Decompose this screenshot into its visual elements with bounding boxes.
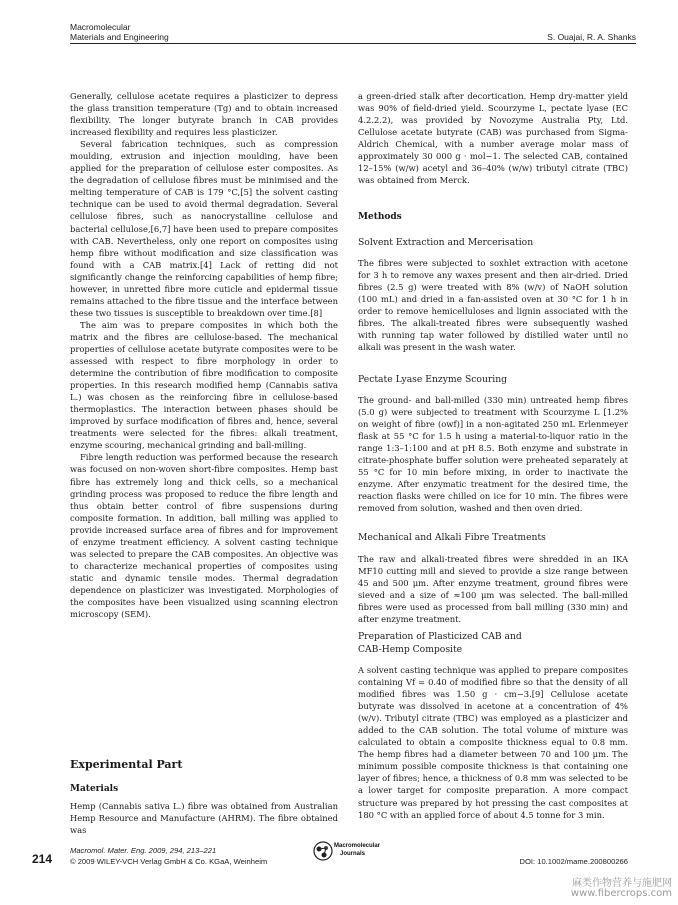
solvent-extraction-paragraph: The fibres were subjected to soxhlet extraction with acetone for 3 h to remove any waxes present and then air-dried. Dried fibres (2.5 g) were treated with 8% (w/v) of NaOH solution (100 mL) and dried in a fan-assisted oven at 30 °C for 1 h in order to remove hemicelluloses and lignin associated with the fibres. The alkali-treated fibres were subsequently washed with running tap water followed by distilled water until no alkali was present in the wash water. — [358, 258, 628, 353]
materials-paragraph: Hemp (Cannabis sativa L.) fibre was obtained from Australian Hemp Resource and Manufacture (AHRM). The fibre obtained was — [70, 801, 338, 836]
watermark-url: www.fibercrops.com — [570, 888, 672, 899]
logo-text-line2: Journals — [340, 851, 366, 857]
header-rule — [70, 43, 636, 44]
preparation-paragraph: A solvent casting technique was applied to prepare composites containing Vf = 0.40 of modified fibre so that the density of all modified fibres was 1.50 g · cm−3.[9] Cellulose acetate butyrate was dissolved in acetone at a concentration of 4% (w/v). Tributyl citrate (TBC) was employed as a plasticizer and added to the CAB solution. The total volume of mixture was calculated to obtain a composite thickness equal to 0.8 mm. The hemp fibres had a diameter between 70 and 100 μm. The minimum possible composite thickness is that containing one layer of fibres; hence, a thickness of 0.8 mm was selected to be a lower target for composite preparation. A more compact structure was prepared by hot pressing the cast composites at 180 °C with an applied force of about 4.5 tonne for 3 min. — [358, 665, 628, 820]
molecule-logo-icon — [312, 840, 334, 862]
left-paragraph-2: Several fabrication techniques, such as compression moulding, extrusion and injection moulding, have been applied for the preparation of cellulose ester composites. As the degradation of cellulose fibres must be minimised and the melting temperature of CAB is 179 °C,[5] the solvent casting technique can be used to avoid thermal degradation. Several cellulose fibres, such as nanocrystalline cellulose and bacterial cellulose,[6,7] have been used to prepare composites with CAB. Nevertheless, only one report on composites using hemp fibre without modification and size classification was found with a CAB matrix.[4] Lack of retting did not significantly change the reinforcing capabilities of hemp fibre; however, in unretted fibre more cuticle and epidermal tissue remains attached to the fibre tissue and the interface between these two tissues is susceptible to breakdown over time.[8] — [70, 139, 338, 318]
left-paragraph-3: The aim was to prepare composites in which both the matrix and the fibres are cellulose-based. The mechanical properties of cellulose acetate butyrate composites were to be assessed with respect to fibre morphology in order to determine the contribution of fibre modification to composite properties. In this research modified hemp (Cannabis sativa L.) was chosen as the reinforcing fibre in cellulose-based thermoplastics. The interaction between phases should be improved by surface modification of fibres and, hence, several treatments were selected for the fibres: alkali treatment, enzyme scouring, mechanical grinding and ball-milling. — [70, 319, 338, 451]
section-title-experimental: Experimental Part — [70, 758, 183, 771]
journal-name-line1: Macromolecular — [70, 22, 131, 32]
subsection-title-materials: Materials — [70, 784, 119, 794]
journal-name-line2: Materials and Engineering — [70, 32, 169, 42]
right-paragraph-1: a green-dried stalk after decortication. Hemp dry-matter yield was 90% of field-dried yield. Scourzyme L, pectate lyase (EC 4.2.2.2), was provided by Novozyme Australia Pty, Ltd. Cellulose acetate butyrate (CAB) was purchased from Sigma-Aldrich Chemical, with a number average molar mass of approximately 30 000 g · mol−1. The selected CAB, contained 12–15% (w/w) acetyl and 36–40% (w/w) tributyl citrate (TBC) was obtained from Merck. — [358, 91, 628, 186]
citation: Macromol. Mater. Eng. 2009, 294, 213–221 — [70, 846, 217, 855]
heading-preparation-line2: CAB-Hemp Composite — [358, 644, 463, 655]
journal-logo — [312, 838, 382, 864]
pectate-lyase-paragraph: The ground- and ball-milled (330 min) untreated hemp fibres (5.0 g) were subjected to treatment with Scourzyme L [1.2% on weight of fibre (owf)] in a non-agitated 250 mL Erlenmeyer flask at 55 °C for 1.5 h using a material-to-liquor ratio in the range 1:3–1:100 and at pH 8.5. Both enzyme and substrate in citrate-phosphate buffer solution were preheated separately at 55 °C for 10 min before mixing, in order to inactivate the enzyme. After enzymatic treatment for the desired time, the reaction flasks were chilled on ice for 10 min. The fibres were removed from solution, washed and then oven dried. — [358, 395, 628, 514]
left-paragraph-4: Fibre length reduction was performed because the research was focused on non-woven short-fibre composites. Hemp bast fibre has extremely long and thick cells, so a mechanical grinding process was proposed to reduce the fibre length and thus obtain better control of fibre suspensions during composite formation. In addition, ball milling was applied to provide increased surface area of fibres and for improvement of enzyme treatment efficiency. A solvent casting technique was selected to prepare the CAB composites. An objective was to characterize mechanical properties of composites using static and dynamic tensile modes. Thermal degradation dependence on plasticizer was investigated. Morphologies of the composites have been visualized using scanning electron microscopy (SEM). — [70, 452, 338, 620]
logo-text-line1: Macromolecular — [334, 843, 381, 849]
page-number: 214 — [32, 852, 53, 866]
left-paragraph-1: Generally, cellulose acetate requires a plasticizer to depress the glass transition temperature (Tg) and to obtain increased flexibility. The longer butyrate branch in CAB provides increased flexibility and requires less plasticizer. — [70, 91, 338, 138]
running-authors: S. Ouajai, R. A. Shanks — [547, 32, 636, 42]
copyright: © 2009 WILEY-VCH Verlag GmbH & Co. KGaA, Weinheim — [70, 857, 268, 866]
mechanical-alkali-paragraph: The raw and alkali-treated fibres were shredded in an IKA MF10 cutting mill and sieved to provide a size range between 45 and 500 μm. After enzyme treatment, ground fibres were sieved and a size of ≈100 μm was selected. The ball-milled fibres were used as processed from ball milling (330 min) and after enzyme treatment. — [358, 554, 628, 625]
heading-solvent-extraction: Solvent Extraction and Mercerisation — [358, 237, 534, 248]
doi: DOI: 10.1002/mame.200800266 — [519, 857, 628, 866]
left-column — [70, 90, 338, 620]
watermark-cn: 麻类作物营养与施肥网 — [572, 878, 672, 889]
heading-preparation-line1: Preparation of Plasticized CAB and — [358, 631, 522, 642]
section-title-methods: Methods — [358, 212, 402, 222]
heading-pectate-lyase: Pectate Lyase Enzyme Scouring — [358, 374, 507, 385]
heading-mechanical-alkali: Mechanical and Alkali Fibre Treatments — [358, 532, 546, 543]
